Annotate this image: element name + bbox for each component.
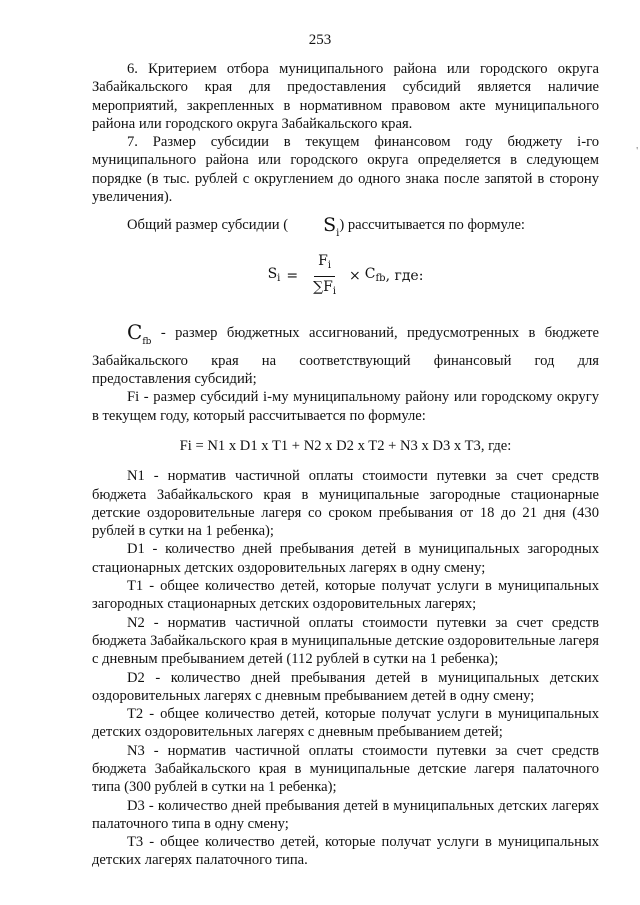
formula-fi: Fi = N1 x D1 x T1 + N2 x D2 x T2 + N3 x D3 x T3, где: xyxy=(179,437,512,454)
cfb-definition-line-3: предоставления субсидий; xyxy=(92,371,257,388)
cfb-definition-line-2: Забайкальского края на соответствующий финансовый год для xyxy=(92,352,599,369)
subsidy-intro-after: ) рассчитывается по формуле: xyxy=(339,217,525,234)
formula-numerator: $F_i$ xyxy=(314,252,335,277)
definition-t1: T1 - общее количество детей, которые получат услуги в муниципальных загородных стационарных детских оздоровительных лагерях; xyxy=(92,578,599,613)
definition-t3: T3 - общее количество детей, которые получат услуги в муниципальных детских лагерях палаточного типа. xyxy=(92,834,599,869)
subsidy-intro xyxy=(92,216,599,243)
fi-definition: Fi - размер субсидий i-му муниципальному району или городскому округу в текущем году, который рассчитывается по формуле: xyxy=(92,389,599,424)
cfb-definition xyxy=(92,320,599,388)
definition-d2: D2 - количество дней пребывания детей в муниципальных детских оздоровительных лагерях с дневным пребыванием детей в одну смену; xyxy=(92,669,599,704)
formula-lhs: $S_i$ xyxy=(267,265,281,284)
margin-mark: ' xyxy=(636,146,638,157)
paragraph-6: 6. Критерием отбора муниципального района или городского округа Забайкальского края для предоставления субсидий является наличие мероприятий, закрепленных в нормативном правовом акте муниципального района или городского округа Забайкальского края. xyxy=(92,61,599,132)
definition-t2: T2 - общее количество детей, которые получат услуги в муниципальных детских оздоровительных лагерях с дневным пребыванием детей; xyxy=(92,706,599,741)
definition-d1: D1 - количество дней пребывания детей в муниципальных загородных стационарных детских оздоровительных лагерях в одну смену; xyxy=(92,541,599,576)
subsidy-symbol: $S_i$ xyxy=(323,214,340,240)
formula-fraction xyxy=(309,252,340,302)
definition-n2: N2 - норматив частичной оплаты стоимости путевки за счет средств бюджета Забайкальского края в муниципальные детские оздоровительные лагеря с дневным пребыванием детей (112 рублей в сутки на 1 ребенка); xyxy=(92,614,599,668)
formula-times: × xyxy=(349,268,361,285)
formula-cfb: $C_{fb}$ xyxy=(364,265,386,284)
cfb-definition-line-1: $C_{fb}$ - размер бюджетных ассигнований, предусмотренных в бюджете xyxy=(92,323,599,351)
definition-d3: D3 - количество дней пребывания детей в муниципальных детских лагерях палаточного типа в одну смену; xyxy=(92,797,599,832)
formula-equals: = xyxy=(286,268,299,285)
definition-n3: N3 - норматив частичной оплаты стоимости путевки за счет средств бюджета Забайкальского края в муниципальные детские лагеря палаточного типа (300 рублей в сутки на 1 ребенка); xyxy=(92,742,599,796)
definition-n1: N1 - норматив частичной оплаты стоимости путевки за счет средств бюджета Забайкальского края в муниципальные загородные стационарные детские оздоровительные лагеря со сроком пребывания от 18 до 21 дня (430 рублей в сутки на 1 ребенка); xyxy=(92,468,599,540)
subsidy-intro-before: Общий размер субсидии ( xyxy=(127,217,289,234)
cfb-symbol: $C_{fb}$ xyxy=(127,320,152,348)
document-body xyxy=(92,60,599,870)
formula-tail: , где: xyxy=(385,268,424,285)
paragraph-7: 7. Размер субсидии в текущем финансовом году бюджету i-го муниципального района или городского округа определяется в следующем порядке (в тыс. рублей с округлением до одного знака после запятой в сторону увеличения). xyxy=(92,134,599,206)
formula-denominator: $\sum F_i$ xyxy=(313,278,337,297)
variable-definitions xyxy=(92,467,599,870)
formula-subsidy xyxy=(92,251,599,301)
page-number: 253 xyxy=(308,32,332,48)
